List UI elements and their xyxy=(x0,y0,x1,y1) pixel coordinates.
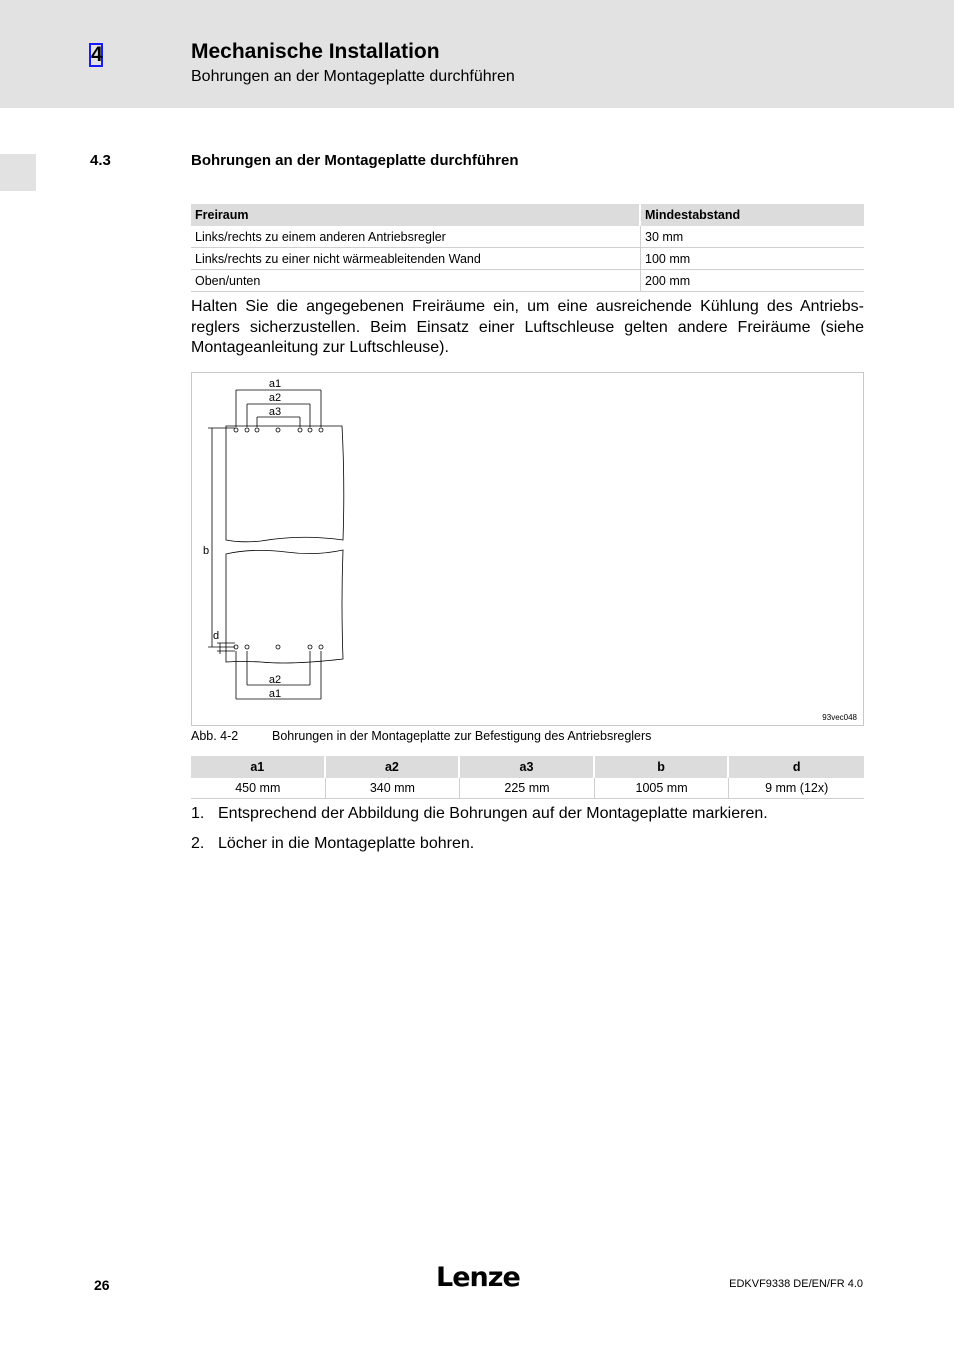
header-cell-d: d xyxy=(729,756,864,778)
table-cell: 1005 mm xyxy=(595,778,730,799)
table-cell: Links/rechts zu einer nicht wärmeableitenden Wand xyxy=(191,248,641,270)
hole-marker xyxy=(276,428,280,432)
hole-marker xyxy=(308,428,312,432)
hole-marker xyxy=(319,428,323,432)
table-cell: 225 mm xyxy=(460,778,595,799)
clearance-table xyxy=(191,204,864,292)
table-row xyxy=(191,778,864,799)
section-title: Bohrungen an der Montageplatte durchführen xyxy=(191,152,519,169)
header-cell-freiraum: Freiraum xyxy=(191,204,641,226)
list-item xyxy=(191,835,871,865)
table-cell: 30 mm xyxy=(641,226,864,248)
label-a1-top: a1 xyxy=(268,378,282,390)
table-header-row xyxy=(191,204,864,226)
hole-marker xyxy=(319,645,323,649)
instruction-steps xyxy=(191,805,871,865)
chapter-number-link[interactable]: 4 xyxy=(91,43,103,66)
header-cell-a2: a2 xyxy=(326,756,461,778)
hole-marker xyxy=(255,428,259,432)
table-header-row xyxy=(191,756,864,778)
hole-marker xyxy=(234,428,238,432)
table-cell: 100 mm xyxy=(641,248,864,270)
header-cell-b: b xyxy=(595,756,730,778)
label-b: b xyxy=(203,545,210,557)
table-cell: Oben/unten xyxy=(191,270,641,292)
list-item xyxy=(191,805,871,835)
label-d: d xyxy=(213,630,220,642)
header-cell-a1: a1 xyxy=(191,756,326,778)
plate-upper-outline xyxy=(226,426,344,542)
mounting-hole-diagram xyxy=(191,372,864,726)
step-number: 2. xyxy=(191,835,205,852)
figure-id: 93vec048 xyxy=(822,713,857,722)
header-band xyxy=(0,0,954,108)
chapter-title: Mechanische Installation xyxy=(191,40,440,63)
table-row xyxy=(191,248,864,270)
body-paragraph: Halten Sie die angegebenen Freiräume ein, um eine ausreichende Kühlung des Antriebsreglers sicherzustellen. Beim Einsatz einer Luftschleuse gelten andere Freiräume (siehe Montageanleitung zur Luftschleuse). xyxy=(191,298,864,356)
header-cell-a3: a3 xyxy=(460,756,595,778)
table-cell: 340 mm xyxy=(326,778,461,799)
label-a1-bottom: a1 xyxy=(268,688,282,700)
hole-marker xyxy=(308,645,312,649)
chapter-subtitle: Bohrungen an der Montageplatte durchführen xyxy=(191,68,515,85)
dimension-table xyxy=(191,756,864,799)
hole-marker xyxy=(298,428,302,432)
label-a2-top: a2 xyxy=(268,392,282,404)
hole-marker xyxy=(245,428,249,432)
section-number: 4.3 xyxy=(90,152,111,169)
step-number: 1. xyxy=(191,805,205,822)
table-cell: 200 mm xyxy=(641,270,864,292)
label-a2-bottom: a2 xyxy=(268,674,282,686)
side-tab-marker xyxy=(0,154,36,191)
hole-marker xyxy=(276,645,280,649)
page-number: 26 xyxy=(94,1277,110,1293)
table-cell: 9 mm (12x) xyxy=(729,778,864,799)
figure-caption-label: Abb. 4-2 xyxy=(191,729,239,743)
header-cell-mindestabstand: Mindestabstand xyxy=(641,204,864,226)
plate-lower-outline xyxy=(226,550,343,663)
figure-caption-text: Bohrungen in der Montageplatte zur Befestigung des Antriebsreglers xyxy=(272,729,652,743)
step-text: Löcher in die Montageplatte bohren. xyxy=(218,835,475,852)
table-row xyxy=(191,270,864,292)
step-text: Entsprechend der Abbildung die Bohrungen auf der Montageplatte markieren. xyxy=(218,805,768,822)
document-id: EDKVF9338 DE/EN/FR 4.0 xyxy=(729,1278,863,1290)
lenze-logo: Lenze xyxy=(436,1262,520,1293)
table-row xyxy=(191,226,864,248)
hole-marker xyxy=(245,645,249,649)
table-cell: Links/rechts zu einem anderen Antriebsregler xyxy=(191,226,641,248)
table-cell: 450 mm xyxy=(191,778,326,799)
label-a3-top: a3 xyxy=(268,406,282,418)
